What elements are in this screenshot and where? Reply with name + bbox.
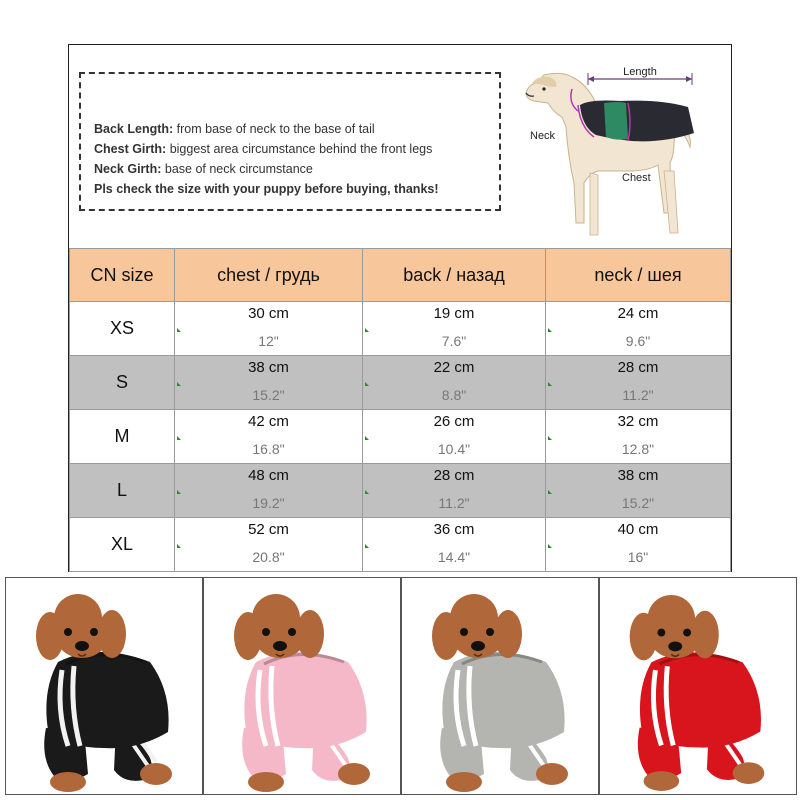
- diagram-chest-label: Chest: [622, 172, 651, 184]
- header-neck: neck / шея: [546, 249, 731, 302]
- chest-cell: 38 cm 15.2": [175, 356, 363, 410]
- chest-cell: 52 cm 20.8": [175, 518, 363, 572]
- puppy-hoodie-image: [204, 578, 401, 795]
- table-row: [70, 302, 731, 356]
- back-cell: 22 cm 8.8": [363, 356, 546, 410]
- table-row: [70, 518, 731, 572]
- back-cell: 26 cm 10.4": [363, 410, 546, 464]
- puppy-head: [36, 594, 126, 660]
- puppy-head: [234, 594, 324, 660]
- back-cell: 28 cm 11.2": [363, 464, 546, 518]
- neck-cell: 24 cm 9.6": [546, 302, 731, 356]
- diagram-dog-illustration: [526, 73, 694, 235]
- puppy-hoodie-image: [600, 578, 796, 795]
- guide-text: [94, 119, 439, 199]
- chest-cell: 30 cm 12": [175, 302, 363, 356]
- size-cell: L: [70, 464, 175, 518]
- neck-cell: 32 cm 12.8": [546, 410, 731, 464]
- guide-line-back-length: Back Length: from base of neck to the base of tail: [94, 122, 375, 136]
- table-row: [70, 410, 731, 464]
- puppy-hoodie-image: [402, 578, 599, 795]
- product-photo-black[interactable]: [5, 577, 203, 795]
- table-row: [70, 464, 731, 518]
- puppy-head: [630, 595, 719, 660]
- guide-line-chest-girth: Chest Girth: biggest area circumstance behind the front legs: [94, 142, 433, 156]
- measurement-guide: [69, 45, 730, 248]
- diagram-neck-label: Neck: [530, 130, 556, 142]
- back-cell: 19 cm 7.6": [363, 302, 546, 356]
- size-cell: M: [70, 410, 175, 464]
- chest-cell: 42 cm 16.8": [175, 410, 363, 464]
- chest-cell: 48 cm 19.2": [175, 464, 363, 518]
- product-photo-gray[interactable]: [401, 577, 599, 795]
- puppy-hoodie: [640, 652, 761, 747]
- puppy-hoodie-image: [6, 578, 203, 795]
- size-table: [69, 248, 731, 572]
- diagram-length-label: Length: [623, 66, 657, 78]
- puppy-hoodie: [244, 652, 366, 748]
- guide-dashed-box: [79, 72, 501, 211]
- product-photo-pink[interactable]: [203, 577, 401, 795]
- header-cn-size: CN size: [70, 249, 175, 302]
- neck-cell: 38 cm 15.2": [546, 464, 731, 518]
- puppy-head: [432, 594, 522, 660]
- neck-cell: 28 cm 11.2": [546, 356, 731, 410]
- dog-measurement-diagram: [524, 53, 729, 245]
- table-row: [70, 356, 731, 410]
- size-cell: XL: [70, 518, 175, 572]
- size-chart-frame: [68, 44, 732, 572]
- guide-note: Pls check the size with your puppy before buying, thanks!: [94, 182, 439, 196]
- neck-cell: 40 cm 16": [546, 518, 731, 572]
- puppy-hoodie: [442, 652, 564, 748]
- size-cell: XS: [70, 302, 175, 356]
- size-cell: S: [70, 356, 175, 410]
- puppy-hoodie: [46, 652, 168, 748]
- header-back: back / назад: [363, 249, 546, 302]
- guide-line-neck-girth: Neck Girth: base of neck circumstance: [94, 162, 313, 176]
- table-header-row: [70, 249, 731, 302]
- back-cell: 36 cm 14.4": [363, 518, 546, 572]
- header-chest: chest / грудь: [175, 249, 363, 302]
- product-photo-red[interactable]: [599, 577, 797, 795]
